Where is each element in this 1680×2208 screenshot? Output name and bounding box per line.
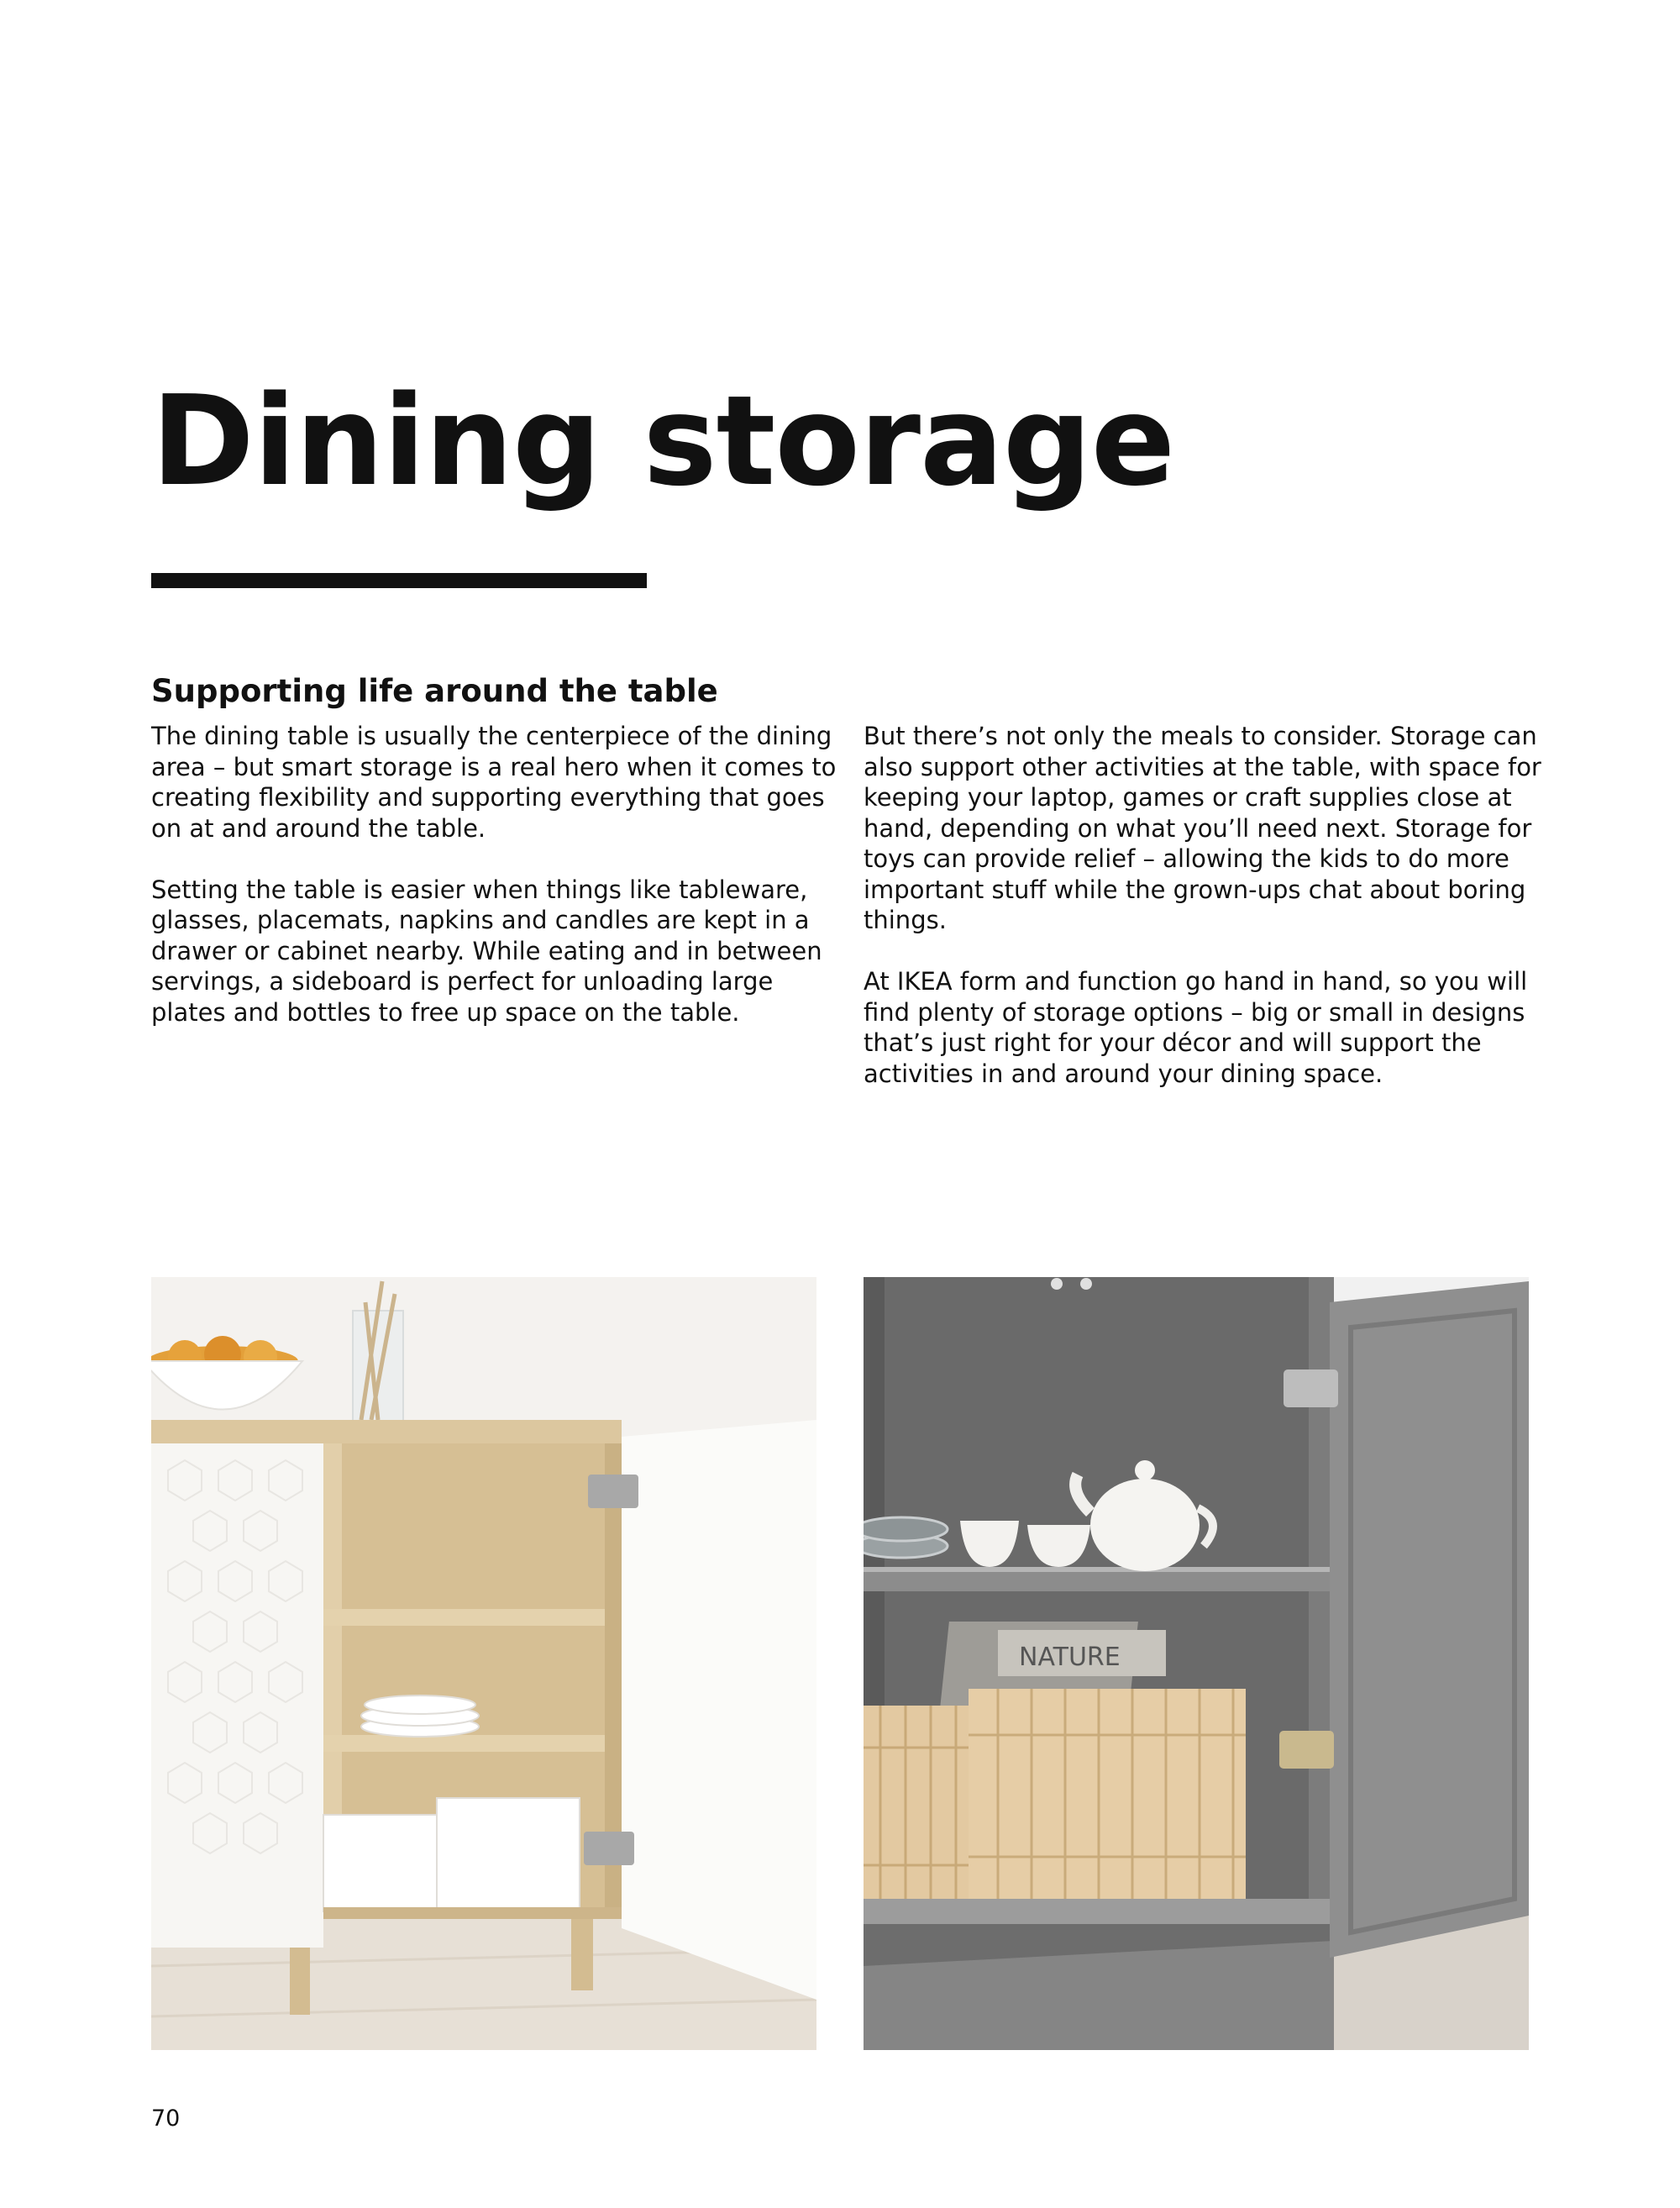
sideboard-photo — [151, 1277, 816, 2050]
cabinet-illustration — [864, 1277, 1529, 2050]
title-underline — [151, 573, 647, 588]
text-column-right — [864, 721, 1552, 1120]
section-subtitle: Supporting life around the table — [151, 673, 718, 709]
paragraph: At IKEA form and function go hand in hand, so you will find plenty of storage options – big or small in designs that’s just right for your décor and will support the activities in and around your dining space. — [864, 967, 1528, 1088]
text-column-left — [151, 721, 840, 1059]
cabinet-photo — [864, 1277, 1529, 2050]
paragraph: But there’s not only the meals to consider. Storage can also support other activities at the table, with space for keeping your laptop, games or craft supplies close at hand, depending on what you’ll need next. Storage for toys can provide relief – allowing the kids to do more important stuff while the grown-ups chat about boring things. — [864, 722, 1541, 934]
paragraph: The dining table is usually the centerpiece of the dining area – but smart storage is a real hero when it comes to creating flexibility and supporting everything that goes on at and around the table. — [151, 722, 837, 843]
page-title: Dining storage — [151, 369, 1175, 513]
magazine-title: NATURE — [1019, 1643, 1121, 1672]
sideboard-illustration — [151, 1277, 816, 2050]
paragraph: Setting the table is easier when things like tableware, glasses, placemats, napkins and candles are kept in a drawer or cabinet nearby. While eating and in between servings, a sideboard is perfect for unloading large plates and bottles to free up space on the table. — [151, 875, 822, 1027]
page-number: 70 — [151, 2105, 181, 2132]
